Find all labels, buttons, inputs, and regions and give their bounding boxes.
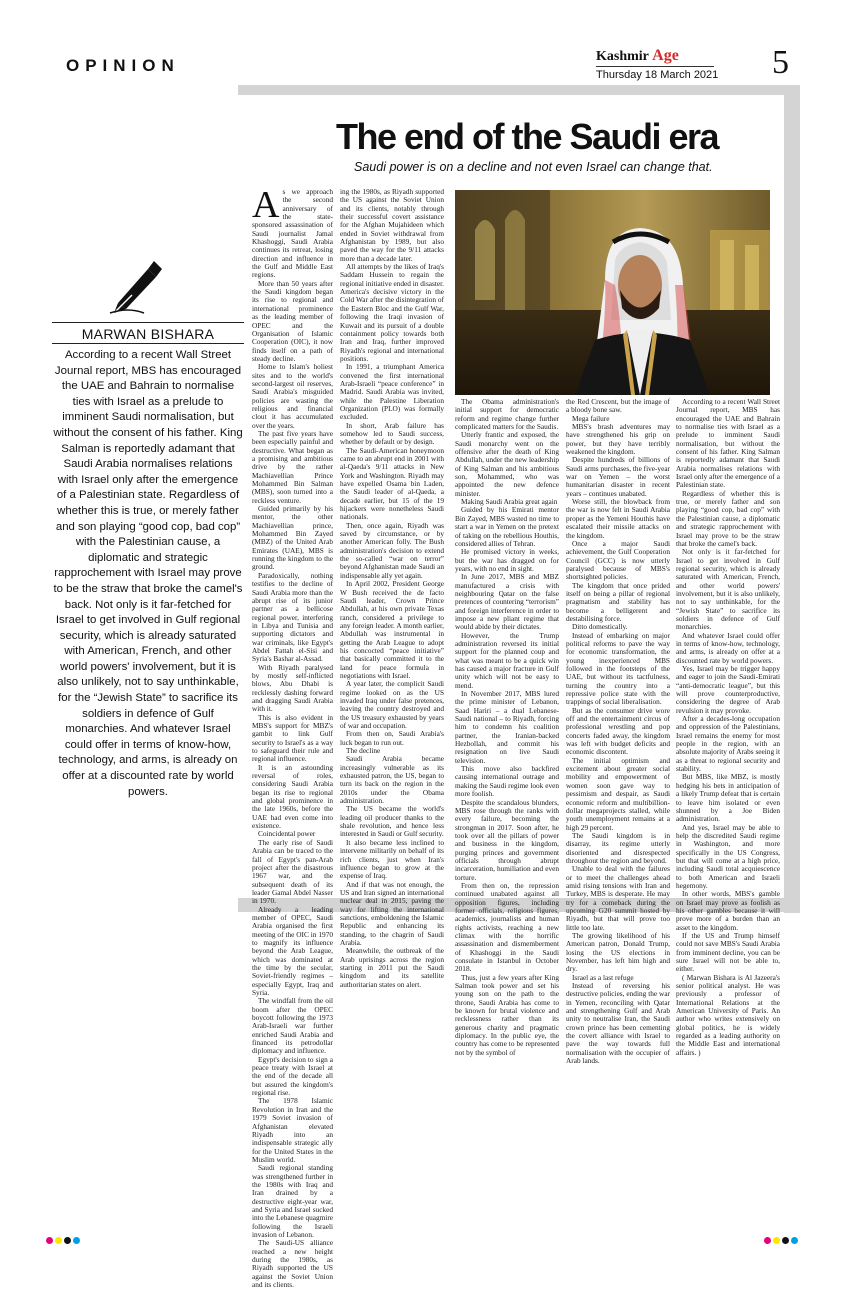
paragraph: The US became the world's leading oil producer thanks to the shale revolution, and hence less interested in Saudi or Gulf security. — [340, 804, 444, 839]
paragraph: Guided by his Emirati mentor Bin Zayed, MBS wasted no time to start a war in Yemen on the pretext of taking on the rebellious Houthis, considered allies of Tehran. — [455, 505, 559, 548]
frame-right — [784, 85, 800, 913]
registration-dot — [773, 1237, 780, 1244]
paragraph: The Obama administration's initial support for democratic reform and regime change further complicated matters for the Saudis. — [455, 397, 559, 432]
registration-dot — [64, 1237, 71, 1244]
subheading: Making Saudi Arabia great again — [461, 497, 558, 507]
paragraph: The growing likelihood of his American patron, Donald Trump, losing the US elections in November, has left him high and dry. — [566, 931, 670, 974]
registration-dot — [46, 1237, 53, 1244]
pull-quote: According to a recent Wall Street Journal report, MBS has encouraged the UAE and Bahrain to normalise ties with Israel as a prelude to imminent Saudi normalisation, but without the consent of his father. King Salman is reportedly adamant that Saudi Arabia normalises relations with Israel only after the emergence of a Palestinian state. Regardless of whether this is true, or merely father and son playing “good cop, bad cop” with the Palestinian cause, a diplomatic and strategic rapprochement with Israel may prove to be the straw that broke the camel's back. Not only is it far-fetched for Israel to get involved in Gulf regional security, which is already saturated with American, French, and other world powers' involvement, but it is also unlikely, not to say unthinkable, for the “Jewish State” to sacrifice its soldiers in defence of Gulf monarchies. And whatever Israel could offer in terms of know-how, technology, and arms, is already on offer at a discounted rate by world powers. — [53, 349, 243, 798]
subheading: The decline — [346, 746, 381, 756]
paragraph: In November 2017, MBS lured the prime minister of Lebanon, Saad Hariri – a dual Lebanese-Saudi national – to Riyadh, forcing him to condemn his coalition partner, the Iranian-backed Hezbollah, and commit his resignation on live Saudi television. — [455, 689, 559, 765]
paragraph: The initial optimism and excitement about greater social mobility and empowerment of women soon gave way to pessimism and despair, as Saudi economic reform and multibillion-dollar megaprojects stalled, while youth unemployment remains at a high 29 percent. — [566, 755, 670, 832]
article-photo — [455, 190, 770, 395]
paragraph: Despite hundreds of billions of Saudi arms purchases, the five-year war on Yemen – the worst humanitarian disaster in recent years – continues unabated. — [566, 455, 670, 498]
paragraph: In April 2002, President George W Bush received the de facto Saudi leader, Crown Prince Abdullah, at his own private Texas ranch, considered a privilege to any foreign leader. A month earlier, Abdullah was instrumental in getting the Arab League to adopt his concocted “peace initiative” that basically committed it to the land for peace formula in negotiations with Israel. — [340, 579, 444, 680]
paragraph: It also became less inclined to intervene militarily on behalf of its rich clients, just when Iran's influence began to grow at the expense of Iraq. — [340, 837, 444, 881]
registration-marks-right — [764, 1237, 798, 1245]
issue-date: Thursday 18 March 2021 — [596, 69, 719, 81]
paragraph: ing the 1980s, as Riyadh supported the US against the Soviet Union and its clients, notably through their successful covert assistance for the Afghan Mujahideen which ended in Soviet withdrawal from Afghanistan by 1989, but also paved the way for the 9/11 attacks more than a decade later. — [340, 187, 444, 263]
paragraph: With Riyadh paralysed by mostly self-inflicted blows, Abu Dhabi is recklessly dashing forward and dragging Saudi Arabia with it. — [252, 662, 333, 714]
article-column-1 — [252, 184, 333, 1290]
paragraph: the Red Crescent, but the image of a bloody bone saw. — [566, 397, 670, 415]
brand-logo: Kashmir Age — [596, 47, 679, 64]
paragraph: He promised victory in weeks, but the war has dragged on for years, with no end in sight. — [455, 547, 559, 573]
subhead: Saudi power is on a decline and not even Israel can change that. — [354, 160, 713, 174]
paragraph: The Saudi-American honeymoon came to an abrupt end in 2001 with al-Qaeda's 9/11 attacks in New York and Washington. Riyadh may have expelled Osama bin Laden, the Saudi leader of al-Qaeda, a decade earlier, but 15 of the 19 hijackers were nonetheless Saudi nationals. — [340, 445, 444, 522]
registration-dot — [73, 1237, 80, 1244]
paragraph: In 1991, a triumphant America convened the first international Arab-Israeli “peace conference” in Madrid. Saudi Arabia was invited, while the Palestine Liberation Organization (PLO) was formally excluded. — [340, 362, 444, 422]
paragraph: Saudi Arabia became increasingly vulnerable as its exhausted patron, the US, began to turn its back on the region in the 2010s under the Obama administration. — [340, 754, 444, 806]
paragraph: Paradoxically, nothing testifies to the decline of Saudi Arabia more than the abrupt rise of its junior partner as a bellicose regional power, interfering in Libya and Tunisia and supporting dictators and war criminals, like Egypt's Abdel Fattah el-Sisi and Syria's Bashar al-Assad. — [252, 570, 333, 664]
paragraph: Egypt's decision to sign a peace treaty with Israel at the end of the decade all but assured the kingdom's regional rise. — [252, 1054, 333, 1098]
paragraph: Unable to deal with the failures or to meet the challenges ahead amid rising tensions with Iran and Turkey, MBS is desperate. He may try for a comeback during the upcoming G20 summit hosted by Riyadh, but that will prove too little too late. — [566, 864, 670, 932]
article-column-5 — [676, 397, 780, 1057]
article-column-4 — [566, 397, 670, 1066]
paragraph: After a decades-long occupation and oppression of the Palestinians, Israel remains the enemy for most people in the region, with an absolute majority of Arabs seeing it as a threat to regional security and stability. — [676, 714, 780, 774]
paragraph: Despite the scandalous blunders, MBS rose through the ranks with every failure, becoming the strongman in 2017. Soon after, he took over all the pillars of power and business in the kingdom, purging princes and government officials through abrupt incarceration, humiliation and even torture. — [455, 797, 559, 882]
paragraph: In other words, MBS's gamble on Israel may prove as foolish as his other gambles because it will prove more of a burden than an asset to the kingdom. — [676, 889, 780, 932]
drop-cap: A — [252, 184, 280, 226]
paragraph: The Saudi-US alliance reached a new height during the 1980s, as Riyadh supported the US against the Soviet Union and its clients. — [252, 1238, 333, 1290]
paragraph: Once a major Saudi achievement, the Gulf Cooperation Council (GCC) is now utterly paralysed because of MBS's shortsighted policies. — [566, 538, 670, 582]
paragraph: This is also evident in MBS's support for MBZ's gambit to link Gulf security to Israel's as a way to safeguard their rule and regional influence. — [252, 712, 333, 764]
paragraph: Guided primarily by his mentor, the other Machiavellian prince, Mohammed Bin Zayed (MBZ) of the United Arab Emirates (UAE), MBS is running the kingdom to the ground. — [252, 504, 333, 572]
subheading: Israel as a last refuge — [572, 972, 634, 982]
paragraph: Not only is it far-fetched for Israel to get involved in Gulf regional security, which is already saturated with American, French, and other world powers' involvement, but it is also unlikely, not to say unthinkable, for the “Jewish State” to sacrifice its soldiers in defence of Gulf monarchies. — [676, 547, 780, 632]
paragraph: Then, once again, Riyadh was saved by circumstance, or by another American folly. The Bush administration's decision to extend the so-called “war on terror” beyond Afghanistan made Saudi an indispensable ally yet again. — [340, 520, 444, 580]
paragraph: Thus, just a few years after King Salman took power and set his young son on the path to the throne, Saudi Arabia has come to be known for brutal violence and recklessness rather than its generous charity and pragmatic diplomacy. In the public eye, the country has come to be represented not by the symbol of — [455, 972, 559, 1057]
paragraph: Already a leading member of OPEC, Saudi Arabia organised the first meeting of the OIC in 1970 to magnify its influence beyond the Arab League, which was dominated at the time by the secular, Soviet-friendly regimes – especially Egypt, Iraq and Syria. — [252, 904, 333, 997]
paragraph: All attempts by the likes of Iraq's Saddam Hussein to regain the regional initiative ended in disaster. America's decisive victory in the Cold War after the disintegration of the Eastern Bloc and the Gulf War, following the Iraqi invasion of Kuwait and its pursuit of a double containment policy towards both Iran and Iraq, further improved Riyadh's regional and international positions. — [340, 262, 444, 363]
paragraph: However, the Trump administration reversed its initial support for the planned coup and what was meant to be a quick win has caused a major fracture in Gulf unity which will not be easy to mend. — [455, 630, 559, 690]
paragraph: Instead of reversing his destructive policies, ending the war in Yemen, reconciling with Qatar and strengthening Gulf and Arab unity to neutralise Iran, the Saudi crown prince has been cementing the covert alliance with Israel to pave the way towards full normalisation with the occupier of Arab lands. — [566, 981, 670, 1066]
paragraph: From then on, Saudi Arabia's luck began to run out. — [340, 729, 444, 747]
paragraph: And yes, Israel may be able to help the discredited Saudi regime in Washington, and more specifically in the US Congress, but that will come at a high price, including Saudi total acquiescence to both American and Israeli hegemony. — [676, 822, 780, 890]
paragraph: A year later, the complicit Saudi regime looked on as the US invaded Iraq under false pretences, leaving the country destroyed and the US treasury exhausted by years of war and occupation. — [340, 679, 444, 730]
author-rule-bottom — [52, 343, 244, 344]
headline: The end of the Saudi era — [336, 116, 719, 157]
author-name: MARWAN BISHARA — [81, 326, 215, 342]
registration-dot — [782, 1237, 789, 1244]
page-number: 5 — [772, 44, 789, 81]
article-column-2 — [340, 187, 444, 989]
paragraph: Home to Islam's holiest sites and to the world's second-largest oil reserves, Saudi Arabia's misguided policies are wasting the religious and financial clout it has accumulated over the years. — [252, 362, 333, 430]
paragraph: More than 50 years after the Saudi kingdom began its rise to regional and international prominence as the leading member of OPEC and the Organisation of Islamic Cooperation (OIC), it now finds itself on a path of steady decline. — [252, 278, 333, 363]
lead-paragraph: As we approach the second anniversary of the state-sponsored assassination of Saudi journalist Jamal Khashoggi, Saudi Arabia continues its retreat, losing direction and influence in the Gulf and Middle East regions. — [252, 184, 333, 280]
paragraph: If the US and Trump himself could not save MBS's Saudi Arabia from imminent decline, you can be sure Israel will not be able to, either. — [676, 931, 780, 974]
paragraph: The 1978 Islamic Revolution in Iran and the 1979 Soviet invasion of Afghanistan elevated Riyadh into an indispensable strategic ally for the United States in the Muslim world. — [252, 1096, 333, 1164]
paragraph: In short, Arab failure has somehow led to Saudi success, whether by default or by design. — [340, 420, 444, 447]
paragraph: Regardless of whether this is true, or merely father and son playing “good cop, bad cop” with the Palestinian cause, a diplomatic and strategic rapprochement with Israel may prove to be the straw that broke the camel's back. — [676, 488, 780, 548]
paragraph: Worse still, the blowback from the war is now felt in Saudi Arabia proper as the Yemeni Houthis have escalated their missile attacks on the kingdom. — [566, 497, 670, 540]
paragraph: MBS's brash adventures may have strengthened his grip on power, but they have terribly weakened the kingdom. — [566, 422, 670, 457]
paragraph: Instead of embarking on major political reforms to pave the way for economic transformation, the young inexperienced MBS followed in the footsteps of the UAE, but without its tactfulness, turning the country into a repressive police state with the trappings of social liberalisation. — [566, 630, 670, 707]
paragraph: Saudi regional standing was strengthened further in the 1980s with Iraq and Iran drained by a destructive eight-year war, and Syria and Israel sucked into the Lebanese quagmire following the Israeli invasion of Lebanon. — [252, 1163, 333, 1239]
fountain-pen-icon — [108, 255, 168, 315]
paragraph: But as the consumer drive wore off and the entertainment circus of professional wrestling and pop concerts faded away, the kingdom was left with budget deficits and economic discontent. — [566, 705, 670, 757]
paragraph: This move also backfired causing international outrage and making the Saudi regime look even more foolish. — [455, 764, 559, 799]
paragraph: Ditto domestically. — [572, 622, 628, 632]
subheading: Mega failure — [572, 413, 610, 423]
paragraph: According to a recent Wall Street Journal report, MBS has encouraged the UAE and Bahrain to normalise ties with Israel as a prelude to imminent Saudi normalisation, but without the consent of his father. King Salman is reportedly adamant that Saudi Arabia normalises relations with Israel only after the emergence of a Palestinian state. — [676, 397, 780, 490]
section-label: OPINION — [66, 56, 180, 75]
author-rule-top — [52, 322, 244, 323]
author-bio: ( Marwan Bishara is Al Jazeera's senior political analyst. He was previously a professor of International Relations at the American University of Paris. An author who writes extensively on global politics, he is widely regarded as a leading authority on the Middle East and international affairs. ) — [676, 972, 780, 1057]
frame-top — [238, 85, 800, 95]
paragraph: But MBS, like MBZ, is mostly hedging his bets in anticipation of a likely Trump defeat that is certain to leave him isolated or even shunned by a Joe Biden administration. — [676, 772, 780, 824]
paragraph: The past five years have been especially painful and destructive. What began as a promising and ambitious drive by the rather Machiavellian Prince Mohammed Bin Salman (MBS), soon turned into a reckless venture. — [252, 428, 333, 505]
registration-marks-left — [46, 1237, 80, 1245]
subheading: Coincidental power — [258, 829, 316, 839]
registration-dot — [764, 1237, 771, 1244]
registration-dot — [791, 1237, 798, 1244]
paragraph: The windfall from the oil boom after the OPEC boycott following the 1973 Arab-Israeli war further enriched Saudi Arabia and financed its petrodollar diplomacy and influence. — [252, 996, 333, 1056]
paragraph: Meanwhile, the outbreak of the Arab uprisings across the region starting in 2011 put the Saudi kingdom and its satellite authoritarian states on alert. — [340, 946, 444, 989]
registration-dot — [55, 1237, 62, 1244]
paragraph: The kingdom that once prided itself on being a pillar of regional pragmatism and stability has become a belligerent and destabilising force. — [566, 580, 670, 623]
paragraph: It is an astounding reversal of roles, considering Saudi Arabia began its rise to regional and global prominence in the late 1960s, before the UAE had even come into existence. — [252, 762, 333, 831]
paragraph: Utterly frantic and exposed, the Saudi monarchy went on the offensive after the death of King Abdullah, under the new leadership of King Salman and his ambitious son, Mohammed, who was appointed the new defence minister. — [455, 430, 559, 498]
masthead-rule — [596, 66, 714, 67]
paragraph: From then on, the repression continued unabated against all opposition figures, including former officials, religious figures, academics, journalists and human rights activists, reaching a new climax with the horrific assassination and dismemberment of Khashoggi in the Saudi consulate in Istanbul in October 2018. — [455, 880, 559, 974]
article-column-3 — [455, 397, 559, 1057]
paragraph: The Saudi kingdom is in disarray, its regime utterly disoriented and disrespected throughout the region and beyond. — [566, 830, 670, 865]
paragraph: Yes, Israel may be trigger happy and eager to join the Saudi-Emirati “anti-democratic league”, but this will prove counterproductive, considering the degree of Arab revulsion it may provoke. — [676, 664, 780, 715]
paragraph: And whatever Israel could offer in terms of know-how, technology, and arms, is already on offer at a discounted rate by world powers. — [676, 630, 780, 665]
paragraph: And if that was not enough, the US and Iran signed an international nuclear deal in 2015, paving the way for lifting the international sanctions, emboldening the Islamic Republic and enhancing its standing, to the chagrin of Saudi Arabia. — [340, 879, 444, 947]
paragraph: The early rise of Saudi Arabia can be traced to the fall of Egypt's pan-Arab project after the disastrous 1967 war, and the subsequent death of its leader Gamal Abdel Nasser in 1970. — [252, 837, 333, 906]
paragraph: In June 2017, MBS and MBZ manufactured a crisis with neighbouring Qatar on the false pretences of countering “terrorism” and foreign interference in order to impose a new pliant regime that would abide by their dictates. — [455, 572, 559, 632]
masthead — [596, 48, 756, 81]
